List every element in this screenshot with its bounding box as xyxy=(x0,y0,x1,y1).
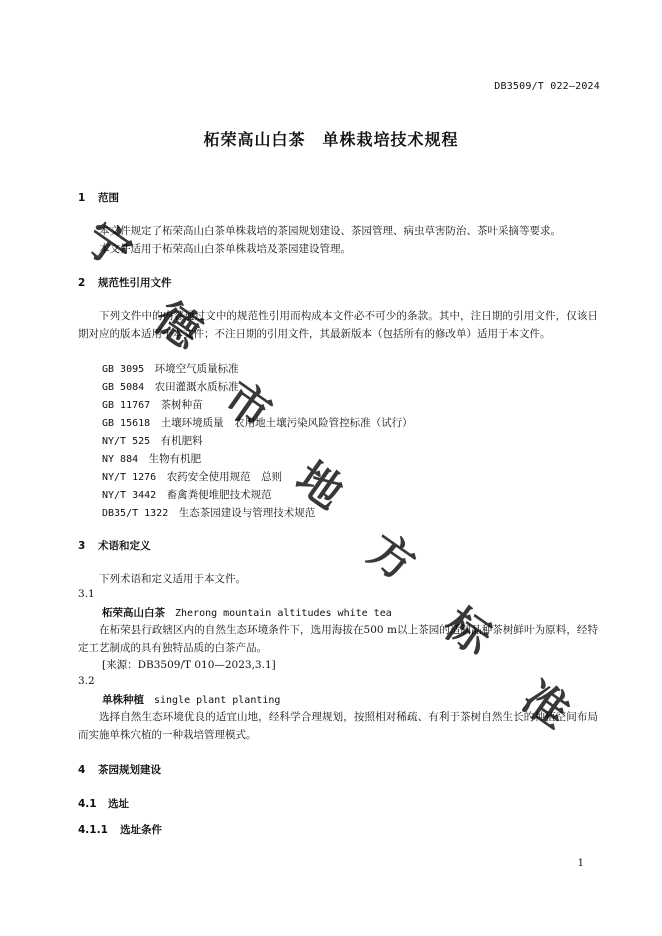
scope-paragraph-2: 本文件适用于柘荣高山白茶单株栽培及茶园建设管理。 xyxy=(99,243,351,255)
watermark-char: 市 xyxy=(214,372,281,440)
reference-item xyxy=(102,451,201,466)
reference-code: NY/T 1276 xyxy=(102,472,157,483)
term-chinese: 柘荣高山白茶 xyxy=(102,607,165,619)
watermark-char: 准 xyxy=(512,672,579,740)
reference-item xyxy=(102,397,203,412)
reference-code: NY/T 525 xyxy=(102,436,151,447)
watermark-char: 德 xyxy=(144,292,211,360)
page-number: 1 xyxy=(577,858,584,869)
reference-name: 土壤环境质量 农用地土壤污染风险管控标准（试行） xyxy=(160,417,413,429)
watermark-char: 方 xyxy=(358,524,425,592)
section-4-heading xyxy=(78,762,161,777)
term-number: 3.1 xyxy=(78,588,95,600)
subsection-title: 选址 xyxy=(108,798,129,810)
reference-name: 生态茶园建设与管理技术规范 xyxy=(178,507,316,519)
reference-name: 农田灌溉水质标准 xyxy=(154,381,239,393)
reference-code: GB 5084 xyxy=(102,382,145,393)
reference-code: NY/T 3442 xyxy=(102,490,157,501)
section-3-heading xyxy=(78,538,151,553)
term-definition: 选择自然生态环境优良的适宜山地，经科学合理规划，按照相对稀疏、有利于茶树自然生长的种植空间布局而实施单株穴植的一种栽培管理模式。 xyxy=(78,711,598,741)
document-code: DB3509/T 022—2024 xyxy=(494,81,600,92)
reference-item xyxy=(102,433,203,448)
reference-item xyxy=(102,505,315,520)
section-2-heading xyxy=(78,275,172,290)
section-title: 茶园规划建设 xyxy=(98,764,161,776)
section-number: 3 xyxy=(78,540,86,552)
reference-item xyxy=(102,487,272,502)
reference-name: 有机肥料 xyxy=(160,435,203,447)
subsection-4-1-1-heading xyxy=(78,822,162,837)
term-number: 3.2 xyxy=(78,675,95,687)
document-title: 柘荣高山白茶 单株栽培技术规程 xyxy=(203,130,459,149)
reference-name: 生物有机肥 xyxy=(148,453,202,465)
reference-code: NY 884 xyxy=(102,454,139,465)
term-heading xyxy=(102,605,392,620)
section-number: 2 xyxy=(78,277,86,289)
reference-code: GB 15618 xyxy=(102,418,151,429)
term-definition: 在柘荣县行政辖区内的自然生态环境条件下，选用海拔在500 m以上茶园的适制品种茶树鲜叶为原料，经特定工艺制成的具有独特品质的白茶产品。 xyxy=(78,624,598,654)
section-1-heading xyxy=(78,190,119,205)
subsection-number: 4.1.1 xyxy=(78,824,108,836)
reference-code: DB35/T 1322 xyxy=(102,508,169,519)
section-title: 术语和定义 xyxy=(98,540,151,552)
watermark-char: 标 xyxy=(434,598,501,666)
term-heading xyxy=(102,692,280,707)
scope-paragraph-1: 本文件规定了柘荣高山白茶单株栽培的茶园规划建设、茶园管理、病虫草害防治、茶叶采摘等要求。 xyxy=(99,225,561,237)
reference-code: GB 11767 xyxy=(102,400,151,411)
reference-item xyxy=(102,469,282,484)
reference-item xyxy=(102,361,239,376)
subsection-title: 选址条件 xyxy=(120,824,162,836)
section-number: 4 xyxy=(78,764,86,776)
reference-name: 农药安全使用规范 总则 xyxy=(166,471,283,483)
term-source: [来源：DB3509/T 010—2023,3.1] xyxy=(102,659,276,671)
watermark-char: 地 xyxy=(286,452,353,520)
term-english: Zherong mountain altitudes white tea xyxy=(175,608,392,619)
subsection-number: 4.1 xyxy=(78,798,97,810)
reference-name: 环境空气质量标准 xyxy=(154,363,239,375)
term-chinese: 单株种植 xyxy=(102,694,144,706)
terms-intro-paragraph: 下列术语和定义适用于本文件。 xyxy=(99,573,246,585)
term-english: single plant planting xyxy=(154,695,281,706)
section-number: 1 xyxy=(78,192,86,204)
subsection-4-1-heading xyxy=(78,796,129,811)
reference-code: GB 3095 xyxy=(102,364,145,375)
section-title: 规范性引用文件 xyxy=(98,277,172,289)
reference-name: 茶树种苗 xyxy=(160,399,203,411)
reference-name: 畜禽粪便堆肥技术规范 xyxy=(166,489,272,501)
watermark-char: 宁 xyxy=(74,212,141,280)
reference-item xyxy=(102,379,239,394)
normative-intro-paragraph: 下列文件中的内容通过文中的规范性引用而构成本文件必不可少的条款。其中，注日期的引用文件，仅该日期对应的版本适用于本文件；不注日期的引用文件，其最新版本（包括所有的修改单）适用于本文件。 xyxy=(78,310,598,340)
section-title: 范围 xyxy=(98,192,119,204)
